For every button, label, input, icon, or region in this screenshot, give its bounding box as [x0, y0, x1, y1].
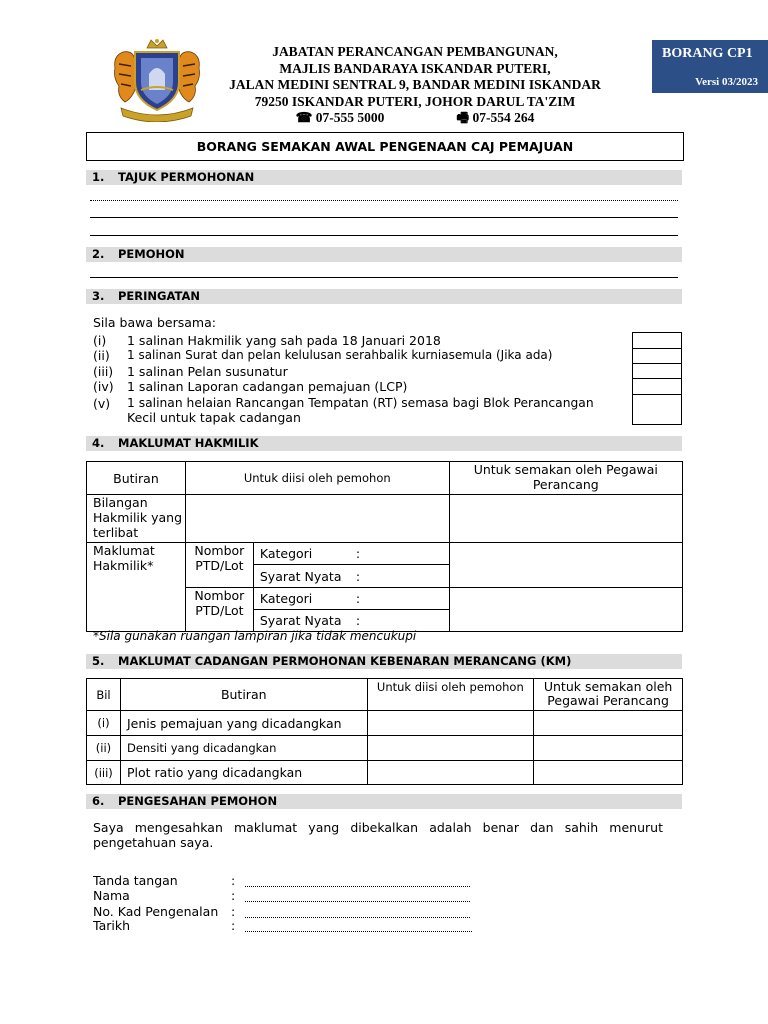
km-table: [86, 678, 683, 785]
input-jenis-pemajuan[interactable]: [367, 711, 534, 736]
table-row: [87, 761, 683, 785]
checkbox-item-2[interactable]: [632, 348, 682, 364]
row-label: Plot ratio yang dicadangkan: [120, 761, 367, 785]
reminder-intro: Sila bawa bersama:: [93, 315, 216, 330]
section-title: MAKLUMAT HAKMILIK: [118, 436, 259, 450]
col-header-pemohon: Untuk diisi oleh pemohon: [185, 462, 449, 495]
form-code-badge: [652, 40, 768, 93]
section-1-header: [86, 170, 682, 185]
table-row: [87, 495, 683, 543]
colon: :: [231, 904, 236, 919]
reminder-num: (ii): [93, 348, 110, 363]
row-label-maklumat: Maklumat Hakmilik*: [87, 543, 186, 632]
reminder-num: (iii): [93, 364, 114, 379]
colon: :: [231, 888, 236, 903]
fax-contact: [456, 110, 534, 127]
field-label: Tarikh: [93, 918, 130, 933]
review-jenis-pemajuan[interactable]: [534, 711, 683, 736]
reminder-num: (v): [93, 396, 111, 411]
reminder-text: 1 salinan Laporan cadangan pemajuan (LCP): [127, 379, 408, 394]
form-version: Versi 03/2023: [695, 76, 758, 88]
kategori-field[interactable]: [253, 588, 449, 610]
table-row: [87, 736, 683, 761]
tajuk-line-1[interactable]: [90, 200, 678, 201]
form-code: BORANG CP1: [662, 46, 753, 61]
checkbox-item-1[interactable]: [632, 332, 682, 349]
field-label: Nama: [93, 888, 130, 903]
phone-contact: [296, 110, 385, 127]
phone-number: 07-555 5000: [315, 110, 385, 125]
input-densiti[interactable]: [367, 736, 534, 761]
kategori-label: Kategori: [259, 591, 313, 606]
section-number: 4.: [92, 436, 105, 450]
col-header-butiran: Butiran: [120, 679, 367, 711]
section-number: 6.: [92, 794, 105, 808]
declaration-text: Saya mengesahkan maklumat yang dibekalkan adalah benar dan sahih menurut pengetahuan saya.: [93, 820, 663, 850]
org-line-4: 79250 ISKANDAR PUTERI, JOHOR DARUL TA'ZIM: [254, 93, 576, 109]
reminder-text: 1 salinan Surat dan pelan kelulusan serahbalik kurniasemula (Jika ada): [127, 348, 553, 362]
section-3-header: [86, 289, 682, 304]
col-header-butiran: Butiran: [87, 462, 186, 495]
fax-icon: 🖷: [456, 110, 470, 125]
colon: :: [355, 591, 361, 606]
reminder-text: 1 salinan Hakmilik yang sah pada 18 Januari 2018: [127, 333, 441, 348]
form-title: BORANG SEMAKAN AWAL PENGENAAN CAJ PEMAJUAN: [86, 132, 684, 161]
nombor-ptd-label: Nombor PTD/Lot: [185, 543, 253, 588]
section-6-header: [86, 794, 682, 809]
colon: :: [355, 613, 361, 628]
section-number: 3.: [92, 289, 105, 303]
table-header-row: [87, 462, 683, 495]
input-bilangan-hakmilik[interactable]: [185, 495, 449, 543]
org-line-3: JALAN MEDINI SENTRAL 9, BANDAR MEDINI ISKANDAR: [229, 77, 601, 92]
reminder-text: 1 salinan Pelan susunatur: [127, 364, 288, 379]
name-line[interactable]: [245, 901, 470, 902]
col-header-pemohon: Untuk diisi oleh pemohon: [367, 679, 534, 711]
section-title: PERINGATAN: [118, 289, 200, 303]
section-number: 2.: [92, 247, 105, 261]
ic-number-line[interactable]: [245, 917, 470, 918]
row-label-bilangan: Bilangan Hakmilik yang terlibat: [87, 495, 186, 543]
table-row: [87, 711, 683, 736]
checkbox-item-3[interactable]: [632, 363, 682, 379]
row-label: Jenis pemajuan yang dicadangkan: [120, 711, 367, 736]
mbip-crest-logo: [111, 38, 203, 122]
reminder-text: 1 salinan helaian Rancangan Tempatan (RT) semasa bagi Blok Perancangan: [127, 396, 594, 410]
organization-header: [205, 44, 625, 127]
review-hakmilik-2[interactable]: [449, 588, 682, 632]
telephone-icon: ☎: [295, 110, 313, 125]
review-plot-ratio[interactable]: [534, 761, 683, 785]
checkbox-item-5[interactable]: [632, 394, 682, 425]
fax-number: 07-554 264: [472, 110, 535, 125]
reminder-num: (i): [93, 333, 107, 348]
org-line-1: JABATAN PERANCANGAN PEMBANGUNAN,: [272, 44, 558, 59]
section-5-header: [86, 654, 682, 669]
colon: :: [355, 568, 361, 584]
checkbox-item-4[interactable]: [632, 378, 682, 395]
col-header-pegawai: Untuk semakan oleh Pegawai Perancang: [534, 679, 683, 711]
input-plot-ratio[interactable]: [367, 761, 534, 785]
section-title: MAKLUMAT CADANGAN PERMOHONAN KEBENARAN MERANCANG (KM): [118, 654, 572, 668]
table-row: [87, 543, 683, 565]
syarat-nyata-field[interactable]: [253, 565, 449, 588]
syarat-label: Syarat Nyata: [259, 613, 342, 628]
row-num: (iii): [87, 761, 121, 785]
tajuk-line-2[interactable]: [90, 217, 678, 218]
date-line[interactable]: [245, 931, 472, 932]
col-header-bil: Bil: [87, 679, 121, 711]
pemohon-line[interactable]: [90, 277, 678, 278]
section-title: TAJUK PERMOHONAN: [118, 170, 255, 184]
col-header-pegawai: Untuk semakan oleh Pegawai Perancang: [449, 462, 682, 495]
section-2-header: [86, 247, 682, 262]
section-number: 5.: [92, 654, 105, 668]
review-bilangan-hakmilik[interactable]: [449, 495, 682, 543]
row-num: (i): [87, 711, 121, 736]
signature-line[interactable]: [245, 886, 470, 887]
colon: :: [231, 873, 236, 888]
colon: :: [355, 546, 361, 561]
section-title: PENGESAHAN PEMOHON: [118, 794, 278, 808]
hakmilik-table: [86, 461, 683, 632]
section-4-header: [86, 436, 682, 451]
reminder-text-cont: Kecil untuk tapak cadangan: [127, 410, 301, 425]
field-label: Tanda tangan: [93, 873, 178, 888]
org-line-2: MAJLIS BANDARAYA ISKANDAR PUTERI,: [279, 60, 551, 76]
row-num: (ii): [87, 736, 121, 761]
attachment-note: *Sila gunakan ruangan lampiran jika tidak mencukupi: [93, 629, 417, 643]
reminder-num: (iv): [93, 379, 114, 394]
section-number: 1.: [92, 170, 105, 184]
colon: :: [231, 918, 236, 933]
field-label: No. Kad Pengenalan: [93, 904, 219, 919]
row-label: Densiti yang dicadangkan: [120, 736, 367, 761]
review-hakmilik-1[interactable]: [449, 543, 682, 588]
section-title: PEMOHON: [118, 247, 185, 261]
review-densiti[interactable]: [534, 736, 683, 761]
nombor-ptd-label: Nombor PTD/Lot: [185, 588, 253, 632]
tajuk-line-3[interactable]: [90, 235, 678, 236]
table-header-row: [87, 679, 683, 711]
kategori-label: Kategori: [259, 546, 313, 561]
kategori-field[interactable]: [253, 543, 449, 565]
syarat-label: Syarat Nyata: [259, 568, 342, 584]
